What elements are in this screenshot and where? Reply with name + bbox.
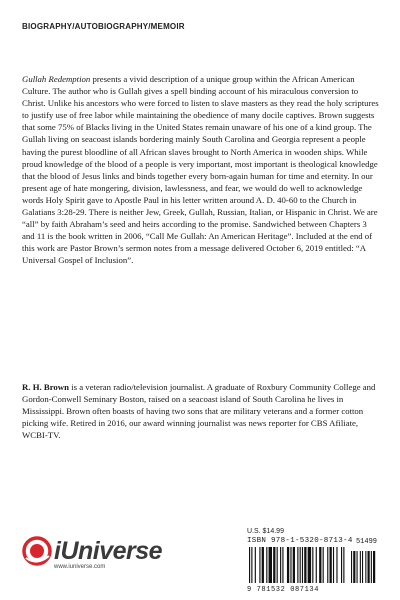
addon-digits: 51499 [355, 538, 377, 546]
barcode-digits: 9 781532 087134 [247, 586, 320, 594]
iuniverse-logo-icon [22, 536, 52, 566]
category-label: BIOGRAPHY/AUTOBIOGRAPHY/MEMOIR [22, 22, 185, 31]
author-name: R. H. Brown [22, 382, 69, 392]
back-cover-blurb [22, 73, 379, 267]
price-label: U.S. $14.99 [247, 528, 284, 535]
book-title: Gullah Redemption [22, 74, 91, 84]
barcode-bars [247, 547, 379, 585]
publisher-name: iUniverse [54, 536, 163, 565]
barcode-block [247, 528, 379, 594]
publisher-logo [22, 536, 172, 586]
blurb-text: presents a vivid description of a unique group within the African American Culture. The author who is Gullah gives a spell binding account of his miraculous conversion to Christ. Unlike his ancestors who were forced to listen to slave masters as they read the holy scriptures to justify use of free labor while maintaining the obedience of many docile captives. Brown suggests that some 75% of Blacks living in the United States remain unaware of his one of a kind group. The Gullah living on seacoast islands bordering mainly South Carolina and Georgia represent a people having the purest bloodline of all African slaves brought to North America in wooden ships. While proud knowledge of the blood of a people is very important, most important is theological knowledge that the blood of Jesus links and binds together every born-again human for time and eternity. In our present age of hate mongering, division, lawlessness, and fear, we would do well to acknowledge words Holy Spirit gave to Apostle Paul in his letter written around A. D. 40-60 to the Church in Galatians 3:28-29. There is neither Jew, Greek, Gullah, Russian, Italian, or Hispanic in Christ. We are “all” by faith Abraham’s seed and heirs according to the promise. Sandwiched between Chapters 3 and 11 is the book written in 2006, “Call Me Gullah: An American Heritage”. Included at the end of this work are Pastor Brown’s sermon notes from a message delivered October 6, 2019 entitled: “A Universal Gospel of Inclusion”. [22, 74, 379, 266]
author-bio [22, 381, 379, 441]
publisher-url: www.iuniverse.com [54, 564, 106, 570]
isbn-label: ISBN 978-1-5320-8713-4 [247, 537, 353, 545]
bio-text: is a veteran radio/television journalist. A graduate of Roxbury Community College and Gordon-Conwell Seminary Boston, raised on a seacoast island of South Carolina he lives in Mississippi. Brown often boasts of having two sons that are military veterans and a former cotton picking wife. Retired in 2016, our award winning journalist was news reporter for CBS Afiliate, WCBI-TV. [22, 382, 376, 441]
